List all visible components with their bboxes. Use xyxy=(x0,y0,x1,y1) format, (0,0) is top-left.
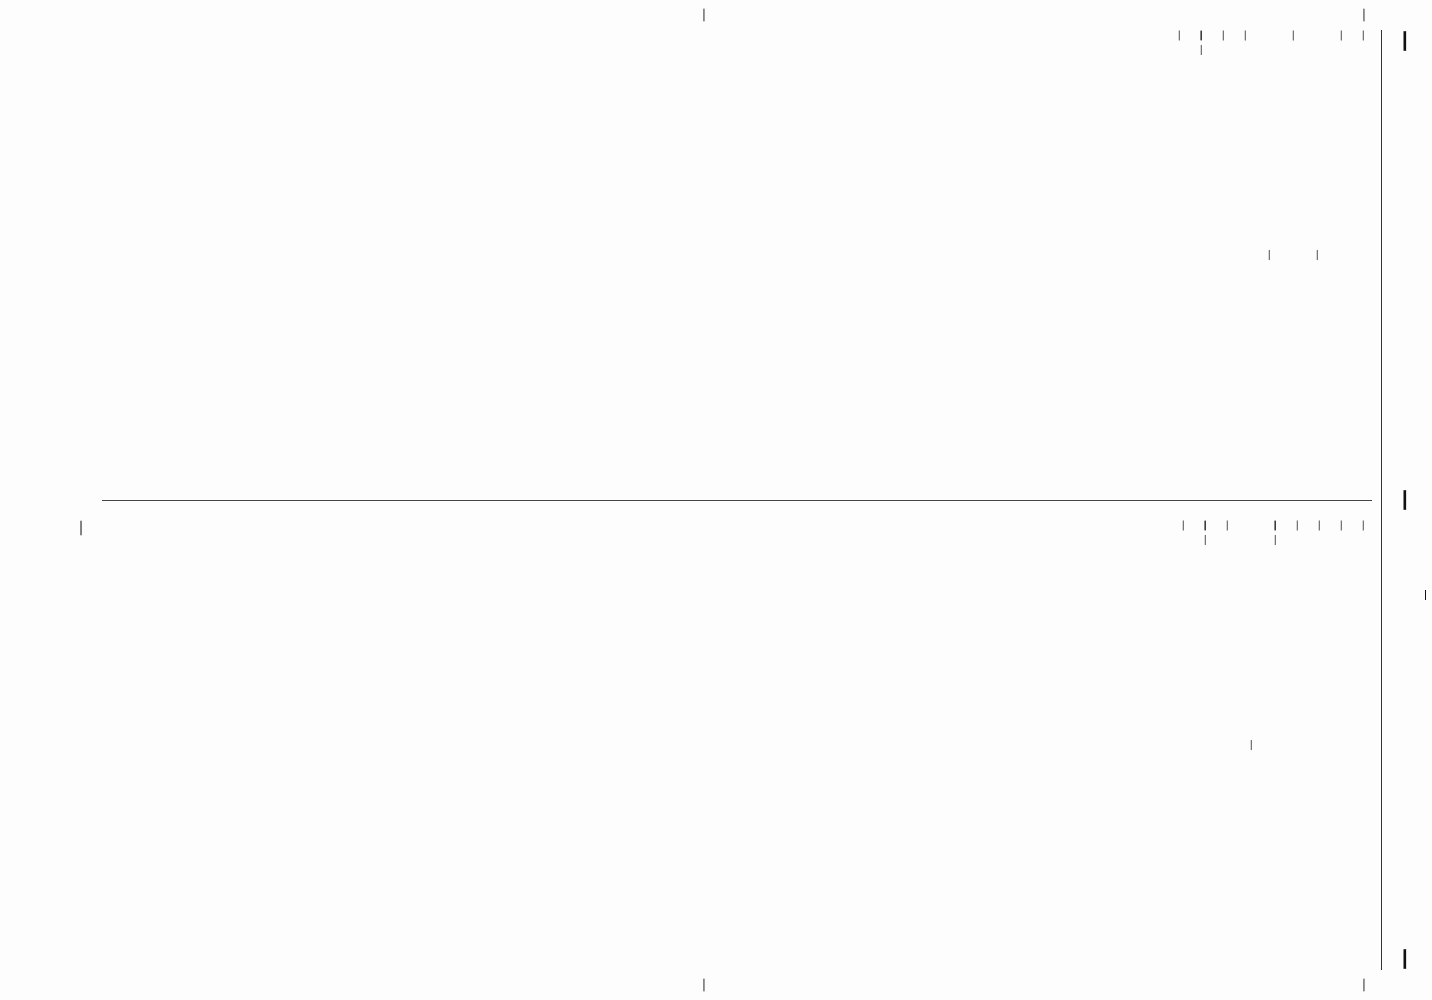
paragraph-text: — xyxy=(1173,30,1186,41)
paragraph-text: — xyxy=(1195,44,1208,56)
paragraph-text: — xyxy=(1269,534,1282,546)
rotated-page-content xyxy=(52,0,1432,1000)
margin-marker-b: — xyxy=(696,8,712,22)
paragraph-text: — xyxy=(1217,30,1230,41)
paragraph xyxy=(1174,520,1192,970)
paragraph-text: — xyxy=(1357,520,1370,531)
paragraph-text: — xyxy=(1245,739,1258,751)
paragraph-text: — xyxy=(1335,520,1348,531)
stage-direction xyxy=(1260,30,1278,480)
header-rule xyxy=(1381,30,1382,970)
paragraph-text: — xyxy=(1313,520,1326,531)
stage-direction xyxy=(1242,520,1260,970)
speaker-name: — xyxy=(1269,520,1282,531)
margin-marker-d: — xyxy=(696,978,712,992)
speaker-name: — xyxy=(1195,30,1208,41)
paragraph-text: — xyxy=(1311,249,1324,261)
speaker-name: — xyxy=(1199,520,1212,531)
paragraph-text: — xyxy=(1221,520,1234,531)
paragraph xyxy=(1354,520,1372,970)
paragraph-text: — xyxy=(1177,520,1190,531)
digitization-credit: — xyxy=(1420,590,1431,600)
margin-marker-a: — xyxy=(1356,8,1372,22)
paragraph xyxy=(1196,520,1214,970)
paragraph-text: — xyxy=(1263,249,1276,261)
paragraph xyxy=(1332,520,1350,970)
header-session: — xyxy=(1393,489,1419,511)
paragraph-text: — xyxy=(1357,30,1370,41)
header-page-number: — xyxy=(1393,948,1419,970)
margin-marker-c: — xyxy=(1356,978,1372,992)
page-footer: — xyxy=(73,520,92,536)
paragraph xyxy=(1266,520,1284,970)
paragraph xyxy=(1192,30,1210,480)
right-column xyxy=(1170,520,1372,970)
column-separator xyxy=(102,500,1372,501)
paragraph-text: — xyxy=(1239,30,1252,41)
paragraph-text: — xyxy=(1199,534,1212,546)
paragraph xyxy=(1288,520,1306,970)
paragraph xyxy=(1218,520,1236,970)
stage-direction xyxy=(1308,30,1326,480)
paragraph xyxy=(1310,520,1328,970)
left-column xyxy=(1166,30,1372,480)
paragraph xyxy=(1354,30,1372,480)
paragraph-text: — xyxy=(1287,30,1300,41)
page-header xyxy=(1388,30,1424,970)
paragraph xyxy=(1284,30,1302,480)
paragraph-text: — xyxy=(1335,30,1348,41)
paragraph-text: — xyxy=(1291,520,1304,531)
paragraph xyxy=(1214,30,1232,480)
header-left: — xyxy=(1393,30,1419,52)
paragraph xyxy=(1170,30,1188,480)
paragraph xyxy=(1332,30,1350,480)
paragraph xyxy=(1236,30,1254,480)
